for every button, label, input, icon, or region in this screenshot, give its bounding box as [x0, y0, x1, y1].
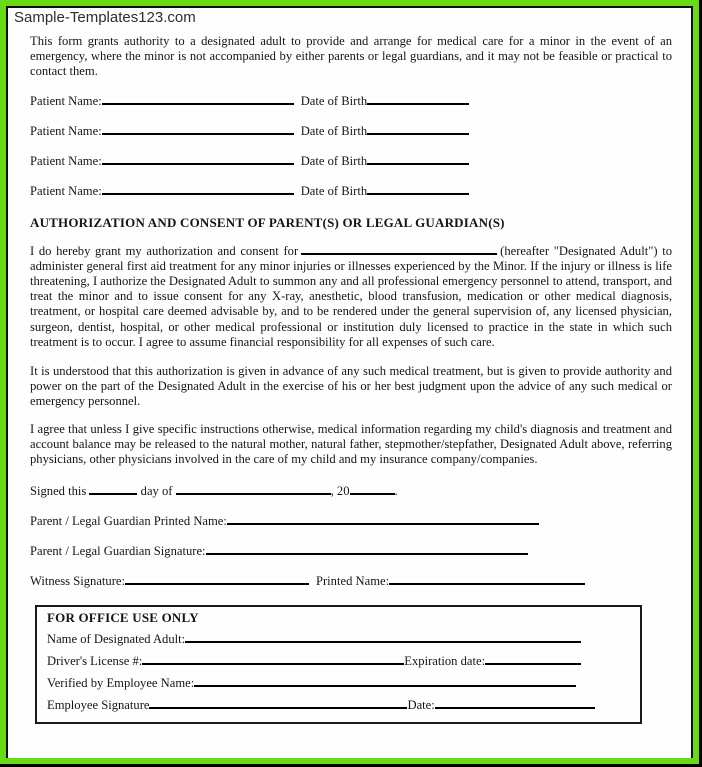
consent-text-after-blank: (hereafter "Designated Adult") to administer general first aid treatment for any minor injuries or illnesses experienced by the Minor. If the injury or illness is life threatening, I authorize the Designated Adult to summon any and all professional emergency personnel to attend, transport, and treat the minor and to issue consent for any X-ray, anesthetic, blood transfusion, medication or other medical diagnosis, treatment, or hospital care deemed advisable by, and to be rendered under the general supervision of, any licensed physician, surgeon, dentist, hospital, or other medical professional or institution duly licensed to practice in the state in which such treatment is to occur. I agree to assume financial responsibility for all expenses of such care.	[30, 243, 672, 349]
office-date-label: Date:	[407, 698, 435, 713]
understanding-paragraph: It is understood that this authorization is given in advance of any such medical treatment, but is given to provide authority and power on the part of the Designated Adult in the exercise of his or her best judgment upon the advice of any such medical or emergency personnel.	[30, 364, 672, 409]
signed-date-row	[30, 483, 672, 500]
period: .	[394, 484, 398, 499]
witness-printed-name-label: Printed Name:	[315, 574, 390, 589]
intro-paragraph: This form grants authority to a designated adult to provide and arrange for medical care for a minor in the event of an emergency, where the minor is not accompanied by either parents or legal guardians, and it may not be feasible or practical to contact them.	[30, 34, 672, 79]
witness-signature-label: Witness Signature:	[30, 574, 125, 589]
signed-day-field[interactable]	[89, 485, 137, 496]
office-license-row	[47, 654, 616, 669]
patient-name-label: Patient Name:	[30, 93, 102, 108]
office-date-field[interactable]	[435, 699, 595, 710]
consent-text-before-blank: I do hereby grant my authorization and consent for	[30, 243, 299, 258]
office-verified-row	[47, 676, 616, 691]
watermark-site-name: Sample-Templates123.com	[14, 9, 196, 26]
employee-signature-label: Employee Signature	[47, 698, 150, 713]
expiration-date-field[interactable]	[485, 655, 581, 666]
office-use-heading: FOR OFFICE USE ONLY	[47, 610, 199, 626]
day-of-label: day of	[140, 484, 173, 499]
dob-field[interactable]	[367, 184, 469, 195]
guardian-printed-name-field[interactable]	[227, 515, 539, 526]
guardian-signature-row	[30, 543, 672, 560]
dob-label: Date of Birth	[300, 153, 368, 168]
dob-label: Date of Birth	[300, 93, 368, 108]
office-designated-adult-field[interactable]	[185, 633, 581, 644]
patient-name-label: Patient Name:	[30, 183, 102, 198]
dob-field[interactable]	[367, 124, 469, 135]
employee-signature-field[interactable]	[149, 699, 407, 710]
signed-month-field[interactable]	[176, 485, 331, 496]
guardian-signature-label: Parent / Legal Guardian Signature:	[30, 544, 206, 559]
expiration-date-label: Expiration date:	[404, 654, 486, 669]
patient-name-label: Patient Name:	[30, 153, 102, 168]
verified-employee-name-label: Verified by Employee Name:	[47, 676, 195, 691]
authorization-heading: AUTHORIZATION AND CONSENT OF PARENT(S) OR LEGAL GUARDIAN(S)	[30, 214, 505, 230]
office-designated-adult-label: Name of Designated Adult:	[47, 632, 186, 647]
patient-row	[30, 123, 672, 140]
patient-row	[30, 153, 672, 170]
witness-signature-field[interactable]	[125, 575, 309, 586]
patient-name-field[interactable]	[102, 94, 294, 105]
guardian-signature-field[interactable]	[206, 545, 528, 556]
office-use-box	[35, 605, 642, 724]
dob-field[interactable]	[367, 154, 469, 165]
signed-year-field[interactable]	[350, 485, 395, 496]
dob-label: Date of Birth	[300, 123, 368, 138]
dob-field[interactable]	[367, 94, 469, 105]
drivers-license-label: Driver's License #:	[47, 654, 143, 669]
signed-this-label: Signed this	[30, 484, 87, 499]
patient-name-field[interactable]	[102, 124, 294, 135]
office-signature-row	[47, 698, 616, 713]
designated-adult-field[interactable]	[301, 244, 497, 255]
patient-name-label: Patient Name:	[30, 123, 102, 138]
verified-employee-name-field[interactable]	[194, 677, 576, 688]
witness-row	[30, 573, 672, 590]
office-designated-adult-row	[47, 632, 616, 647]
form-sheet	[6, 6, 693, 758]
year-prefix-label: , 20	[330, 484, 350, 499]
drivers-license-field[interactable]	[142, 655, 404, 666]
patient-row	[30, 93, 672, 110]
patient-row	[30, 183, 672, 200]
witness-printed-name-field[interactable]	[389, 575, 585, 586]
dob-label: Date of Birth	[300, 183, 368, 198]
consent-paragraph	[30, 244, 672, 350]
guardian-printed-name-label: Parent / Legal Guardian Printed Name:	[30, 514, 227, 529]
guardian-printed-name-row	[30, 513, 672, 530]
patient-name-field[interactable]	[102, 154, 294, 165]
release-paragraph: I agree that unless I give specific instructions otherwise, medical information regarding my child's diagnosis and treatment and account balance may be released to the natural mother, natural father, stepmother/stepfather, Designated Adult above, referring physicians, other physicians involved in the care of my child and my insurance company/companies.	[30, 421, 672, 467]
patient-name-field[interactable]	[102, 184, 294, 195]
